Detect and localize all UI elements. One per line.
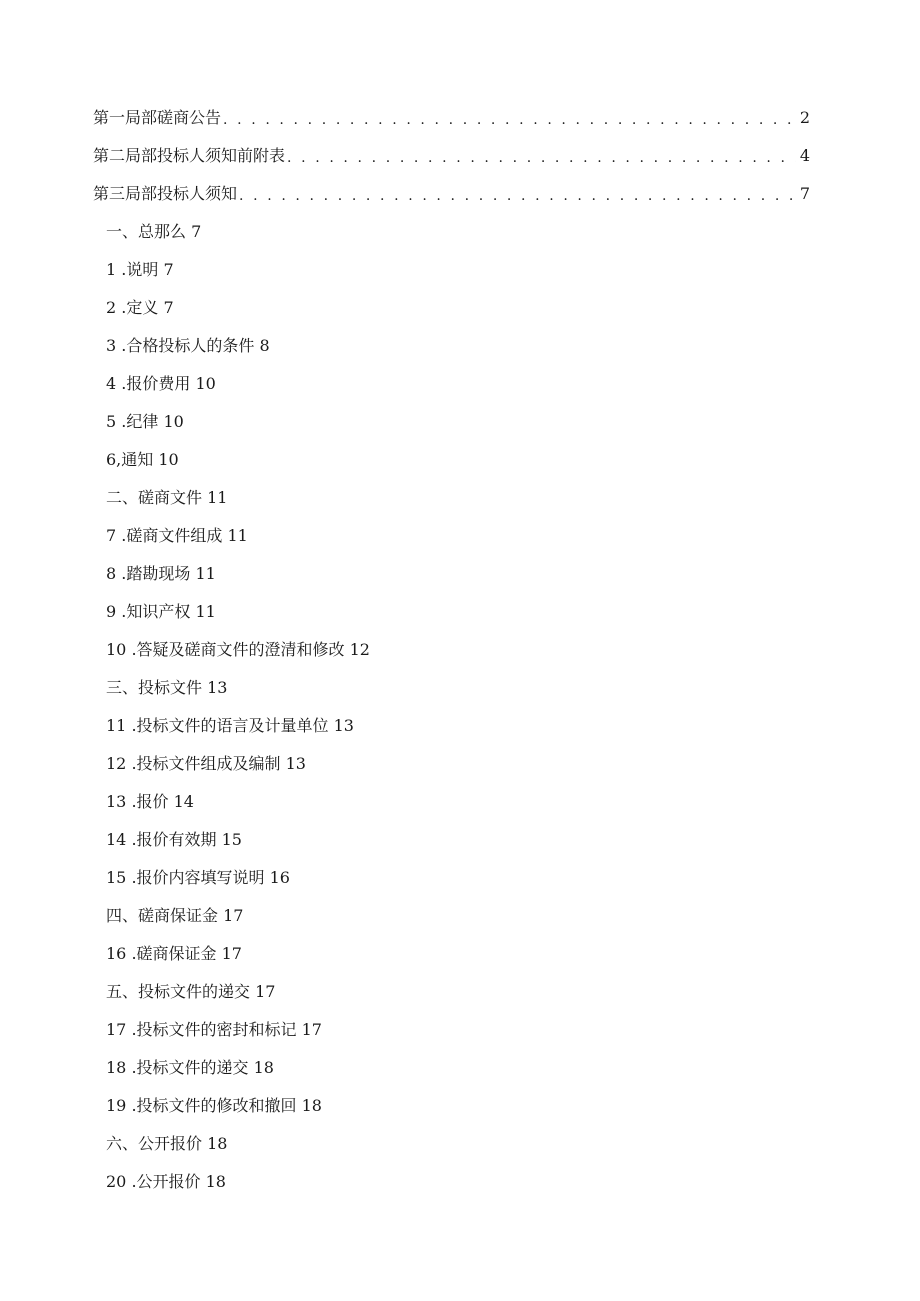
toc-part-title: 第一局部磋商公告 xyxy=(93,108,222,127)
toc-part-title: 第三局部投标人须知 xyxy=(93,184,238,203)
toc-page-number: 2 xyxy=(799,108,810,127)
toc-entry[interactable]: 14 .报价有效期 15 xyxy=(106,830,242,849)
toc-page-number: 4 xyxy=(799,146,810,165)
toc-entry[interactable]: 9 .知识产权 11 xyxy=(106,602,216,621)
toc-entry[interactable]: 13 .报价 14 xyxy=(106,792,194,811)
toc-entry[interactable]: 六、公开报价 18 xyxy=(106,1134,228,1153)
toc-entry[interactable]: 5 .纪律 10 xyxy=(106,412,184,431)
toc-entry[interactable]: 1 .说明 7 xyxy=(106,260,174,279)
toc-entry[interactable]: 19 .投标文件的修改和撤回 18 xyxy=(106,1096,322,1115)
toc-entry[interactable]: 一、总那么 7 xyxy=(106,222,202,241)
toc-entry[interactable]: 20 .公开报价 18 xyxy=(106,1172,226,1191)
toc-entry[interactable]: 15 .报价内容填写说明 16 xyxy=(106,868,290,887)
toc-entry[interactable]: 6,通知 10 xyxy=(106,450,179,469)
toc-entry[interactable]: 12 .投标文件组成及编制 13 xyxy=(106,754,306,773)
dot-leader xyxy=(239,186,796,206)
toc-entry[interactable]: 四、磋商保证金 17 xyxy=(106,906,244,925)
toc-part-3[interactable] xyxy=(93,182,810,206)
toc-entry[interactable]: 三、投标文件 13 xyxy=(106,678,228,697)
dot-leader xyxy=(223,110,796,130)
toc-entry[interactable]: 11 .投标文件的语言及计量单位 13 xyxy=(106,716,354,735)
toc-entry[interactable]: 五、投标文件的递交 17 xyxy=(106,982,276,1001)
toc-entry[interactable]: 二、磋商文件 11 xyxy=(106,488,228,507)
toc-entry[interactable]: 7 .磋商文件组成 11 xyxy=(106,526,248,545)
toc-part-1[interactable] xyxy=(93,106,810,130)
dot-leader xyxy=(287,148,796,168)
toc-entry[interactable]: 18 .投标文件的递交 18 xyxy=(106,1058,274,1077)
toc-entry[interactable]: 2 .定义 7 xyxy=(106,298,174,317)
toc-page-number: 7 xyxy=(799,184,810,203)
toc-part-2[interactable] xyxy=(93,144,810,168)
toc-entry[interactable]: 16 .磋商保证金 17 xyxy=(106,944,242,963)
toc-entry[interactable]: 8 .踏勘现场 11 xyxy=(106,564,216,583)
toc-part-title: 第二局部投标人须知前附表 xyxy=(93,146,286,165)
toc-entry[interactable]: 17 .投标文件的密封和标记 17 xyxy=(106,1020,322,1039)
toc-entry[interactable]: 3 .合格投标人的条件 8 xyxy=(106,336,270,355)
toc-entry[interactable]: 4 .报价费用 10 xyxy=(106,374,216,393)
toc-entry[interactable]: 10 .答疑及磋商文件的澄清和修改 12 xyxy=(106,640,370,659)
